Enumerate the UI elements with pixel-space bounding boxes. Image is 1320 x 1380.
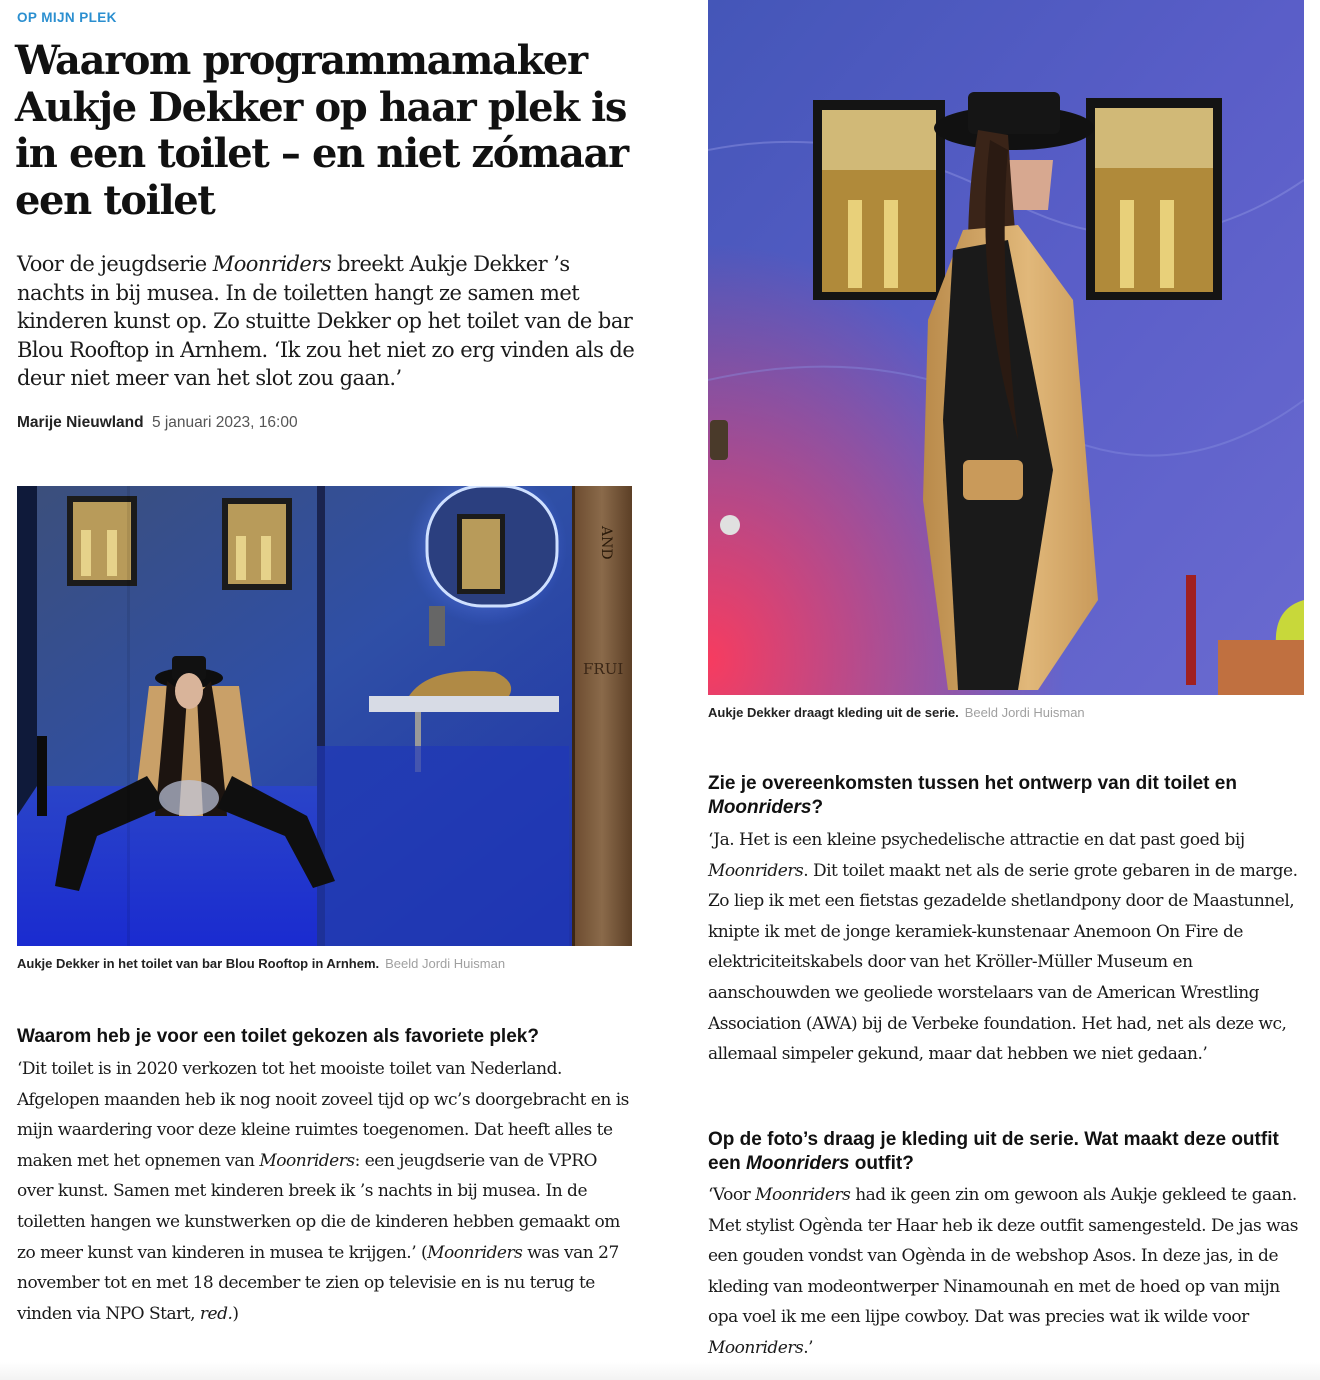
article-headline: Waarom programmamaker Aukje Dekker op haar plek is in een toilet – en niet zómaar een toilet xyxy=(15,37,628,224)
photo1-caption-text: Aukje Dekker in het toilet van bar Blou Rooftop in Arnhem. xyxy=(17,956,380,971)
article-intro xyxy=(17,250,642,393)
byline xyxy=(17,414,298,432)
question-2-end: ? xyxy=(811,797,824,818)
answer-1-red: red. xyxy=(199,1303,233,1324)
photo-toilet-sitting-image xyxy=(17,486,632,946)
sign-and-text: AND xyxy=(598,526,614,560)
answer-1-text: ‘Dit toilet is in 2020 verkozen tot het mooiste toilet van Nederland. Afgelopen maanden heb ik nog nooit zoveel tijd op wc’s doorgebracht en is mijn waardering voor deze kleine ruimtes toegenomen. Dat heeft alles te maken met het opnemen van xyxy=(17,1059,629,1171)
answer-1-series-title: Moonriders xyxy=(259,1150,355,1171)
question-3-text: Op de foto’s draag je kleding uit de serie. Wat maakt deze outfit een xyxy=(708,1129,1279,1174)
question-3 xyxy=(708,1128,1308,1176)
photo-coat-profile[interactable] xyxy=(708,0,1304,695)
intro-text-cont: breekt Aukje Dekker ’s nachts in bij musea. In de toiletten hangt ze samen met kinderen kunst op. Zo stuitte Dekker op het toilet van de bar Blou Rooftop in Arnhem. ‘Ik zou het niet zo erg vinden als de deur niet meer van het slot zou gaan.’ xyxy=(17,252,635,391)
right-column xyxy=(668,0,1320,1380)
answer-2 xyxy=(708,825,1308,1070)
intro-text: Voor de jeugdserie xyxy=(17,252,213,276)
question-2-text: Zie je overeenkomsten tussen het ontwerp van dit toilet en xyxy=(708,773,1237,794)
answer-1-text-3: was van 27 november tot en met 18 december te zien op televisie en is nu terug te vinden via NPO Start, xyxy=(17,1242,619,1324)
photo2-credit: Beeld Jordi Huisman xyxy=(964,705,1085,720)
answer-1 xyxy=(17,1054,635,1329)
question-2-series-title: Moonriders xyxy=(708,797,812,818)
sign-frui-text: FRUI xyxy=(583,660,624,678)
answer-2-text-2: . Dit toilet maakt net als de serie grote gebaren in de marge. Zo liep ik met een fietstas gezadelde shetlandpony door de Maastunnel, knipte ik met de jonge keramiek-kunstenaar Anemoon On Fire de elektriciteitskabels door van het Kröller-Müller Museum en aanschouwden we geoliede worstelaars van de American Wrestling Association (AWA) bij de Verbeke foundation. Het had, net als deze wc, allemaal simpeler gekund, maar dat hebben we niet gedaan.’ xyxy=(708,860,1298,1065)
answer-3-text-3: .’ xyxy=(803,1337,813,1358)
question-3-end: outfit? xyxy=(849,1153,914,1174)
question-3-series-title: Moonriders xyxy=(746,1153,850,1174)
answer-3 xyxy=(708,1180,1308,1364)
answer-2-series-title: Moonriders xyxy=(708,860,804,881)
answer-1-text-4: ) xyxy=(232,1303,239,1324)
answer-3-series-title-2: Moonriders xyxy=(708,1337,804,1358)
answer-2-text: ‘Ja. Het is een kleine psychedelische attractie en dat past goed bij xyxy=(708,830,1245,850)
answer-3-text-2: had ik geen zin om gewoon als Aukje gekleed te gaan. Met stylist Ogènda ter Haar heb ik deze outfit samengesteld. De jas was een gouden vondst van Ogènda in de webshop Asos. In deze jas, in de kleding van modeontwerper Ninamounah en met de hoed op van mijn opa voel ik me een lijpe cowboy. Dat was precies wat ik wilde voor xyxy=(708,1185,1298,1328)
question-1: Waarom heb je voor een toilet gekozen als favoriete plek? xyxy=(17,1026,539,1047)
answer-3-series-title: Moonriders xyxy=(755,1185,851,1205)
photo2-caption xyxy=(708,705,1085,720)
bottom-fade xyxy=(0,1362,1320,1380)
publish-date: 5 januari 2023, 16:00 xyxy=(151,414,298,431)
photo-coat-profile-image xyxy=(708,0,1304,695)
answer-1-text-2: : een jeugdserie van de VPRO over kunst. Samen met kinderen breek ik ’s nachts in bij musea. In de toiletten hangen we kunstwerken op die de kinderen hebben gemaakt om zo meer kunst van kinderen in musea te krijgen.’ ( xyxy=(17,1150,620,1263)
question-2 xyxy=(708,772,1308,820)
author-name[interactable]: Marije Nieuwland xyxy=(17,414,144,431)
photo1-caption xyxy=(17,956,505,971)
photo1-credit: Beeld Jordi Huisman xyxy=(385,956,506,971)
photo-toilet-sitting[interactable] xyxy=(17,486,632,946)
intro-series-title: Moonriders xyxy=(212,252,332,276)
answer-1-series-title-2: Moonriders xyxy=(427,1242,523,1263)
answer-3-text: ‘Voor xyxy=(708,1185,756,1205)
photo2-caption-text: Aukje Dekker draagt kleding uit de serie. xyxy=(708,705,959,720)
section-kicker[interactable]: OP MIJN PLEK xyxy=(17,10,117,25)
